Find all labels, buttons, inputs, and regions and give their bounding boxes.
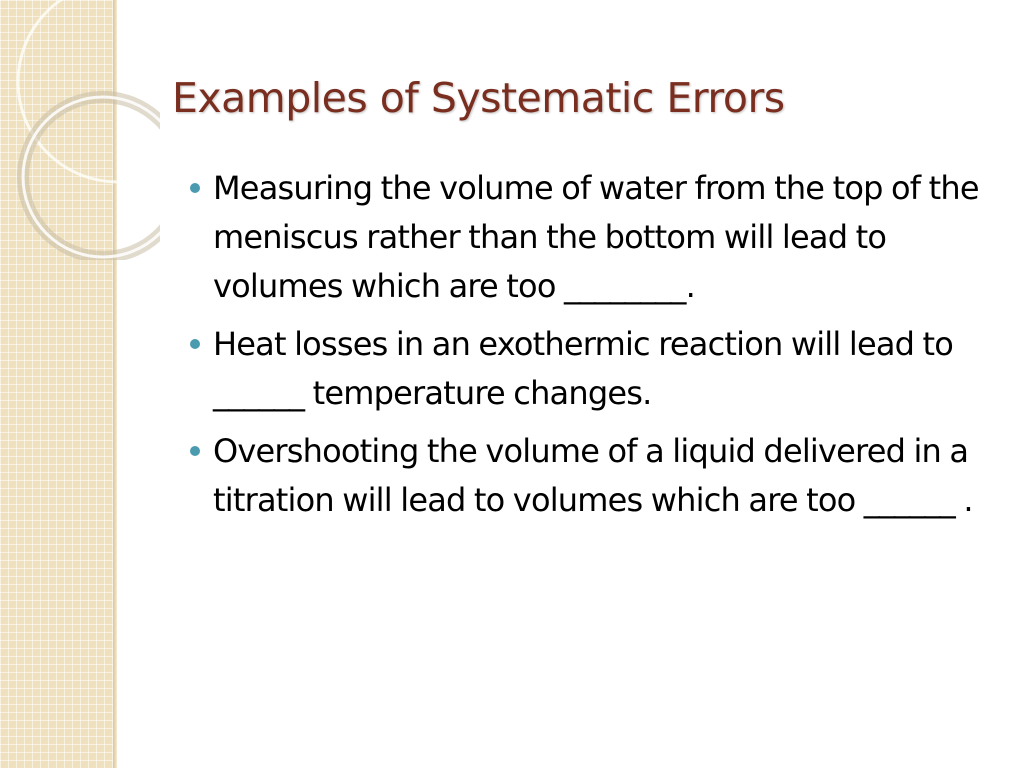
bullet-item: [190, 164, 990, 311]
bullet-marker-icon: [190, 339, 200, 349]
bullet-marker-icon: [190, 183, 200, 193]
decorative-rings: [0, 0, 160, 260]
large-ring: [18, 0, 160, 182]
bullet-item: [190, 427, 990, 525]
bullet-text: Overshooting the volume of a liquid delivered in a titration will lead to volumes which are too ______ .: [213, 432, 973, 519]
bullet-item: [190, 320, 990, 418]
bullet-text: Heat losses in an exothermic reaction will lead to ______ temperature changes.: [213, 325, 954, 412]
bullet-text: Measuring the volume of water from the top of the meniscus rather than the bottom will lead to volumes which are too ________.: [213, 169, 979, 305]
slide-title: Examples of Systematic Errors: [172, 74, 785, 122]
bullet-list: [190, 164, 990, 534]
bullet-marker-icon: [190, 446, 200, 456]
